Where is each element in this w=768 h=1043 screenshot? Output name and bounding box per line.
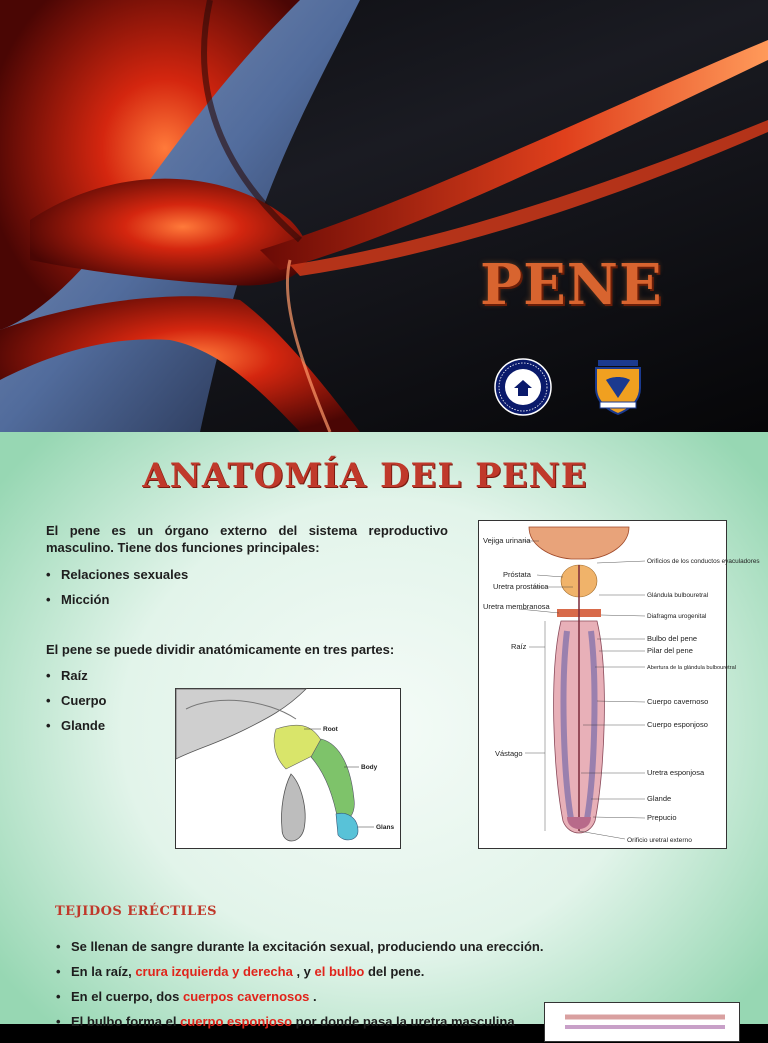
label-orificios: Orificios de los conductos eyaculadores	[647, 558, 760, 565]
parts-list	[46, 667, 107, 742]
functions-list	[46, 566, 188, 616]
label-prostata: Próstata	[503, 570, 531, 579]
anatomy-slide	[0, 432, 768, 1029]
label-bulbo: Bulbo del pene	[647, 634, 698, 643]
label-glande: Glande	[647, 794, 672, 803]
cross-section-illustration	[479, 521, 760, 850]
label-cuerpo-cavernoso: Cuerpo cavernoso	[647, 697, 709, 706]
regions-diagram	[175, 688, 401, 849]
title-slide	[0, 0, 768, 432]
partial-diagram-illustration	[545, 1003, 741, 1043]
label-vastago: Vástago	[495, 749, 523, 758]
label-prepucio: Prepucio	[647, 813, 677, 822]
label-uretra-membranosa: Uretra membranosa	[483, 602, 550, 611]
regions-illustration	[176, 689, 402, 850]
list-item: • Micción	[46, 591, 188, 616]
list-item: • En el cuerpo, dos cuerpos cavernosos .	[56, 988, 543, 1013]
list-item: • Cuerpo	[46, 692, 107, 717]
abstract-swoosh-background	[0, 0, 768, 432]
slide-title: PENE	[480, 252, 663, 318]
erectile-tissue-list	[56, 938, 543, 1038]
intro-paragraph: El pene es un órgano externo del sistema reproductivo masculino. Tiene dos funciones principales:	[46, 523, 448, 555]
label-diafragma: Diafragma urogenital	[647, 613, 707, 620]
shield-crest-logo	[592, 358, 644, 416]
labeled-anatomy-diagram	[478, 520, 760, 849]
label-vejiga: Vejiga urinaria	[483, 536, 531, 545]
slide-heading: ANATOMÍA DEL PENE	[142, 456, 588, 496]
label-abertura: Abertura de la glándula bulbouretral	[647, 665, 736, 671]
list-item: • Relaciones sexuales	[46, 566, 188, 591]
list-item: • El bulbo forma el cuerpo esponjoso por donde pasa la uretra masculina	[56, 1013, 543, 1038]
circular-seal-logo	[494, 358, 552, 416]
parts-intro: El pene se puede dividir anatómicamente en tres partes:	[46, 642, 395, 657]
list-item: • En la raíz, crura izquierda y derecha , y el bulbo del pene.	[56, 963, 543, 988]
label-pilar: Pilar del pene	[647, 646, 693, 655]
label-raiz: Raíz	[511, 642, 527, 651]
label-body: Body	[361, 764, 378, 771]
label-uretra-prostatica: Uretra prostática	[493, 582, 549, 591]
label-root: Root	[323, 726, 338, 733]
erectile-tissue-heading: TEJIDOS ERÉCTILES	[55, 904, 217, 919]
list-item: • Raíz	[46, 667, 107, 692]
label-glandula-bulbouretral: Glándula bulbouretral	[647, 592, 709, 599]
label-glans: Glans	[376, 824, 395, 831]
list-item: • Se llenan de sangre durante la excitación sexual, produciendo una erección.	[56, 938, 543, 963]
partial-diagram	[544, 1002, 740, 1042]
label-uretra-esponjosa: Uretra esponjosa	[647, 768, 705, 777]
list-item: • Glande	[46, 717, 107, 742]
label-orificio-uretral: Orificio uretral externo	[627, 837, 692, 844]
label-cuerpo-esponjoso: Cuerpo esponjoso	[647, 720, 708, 729]
